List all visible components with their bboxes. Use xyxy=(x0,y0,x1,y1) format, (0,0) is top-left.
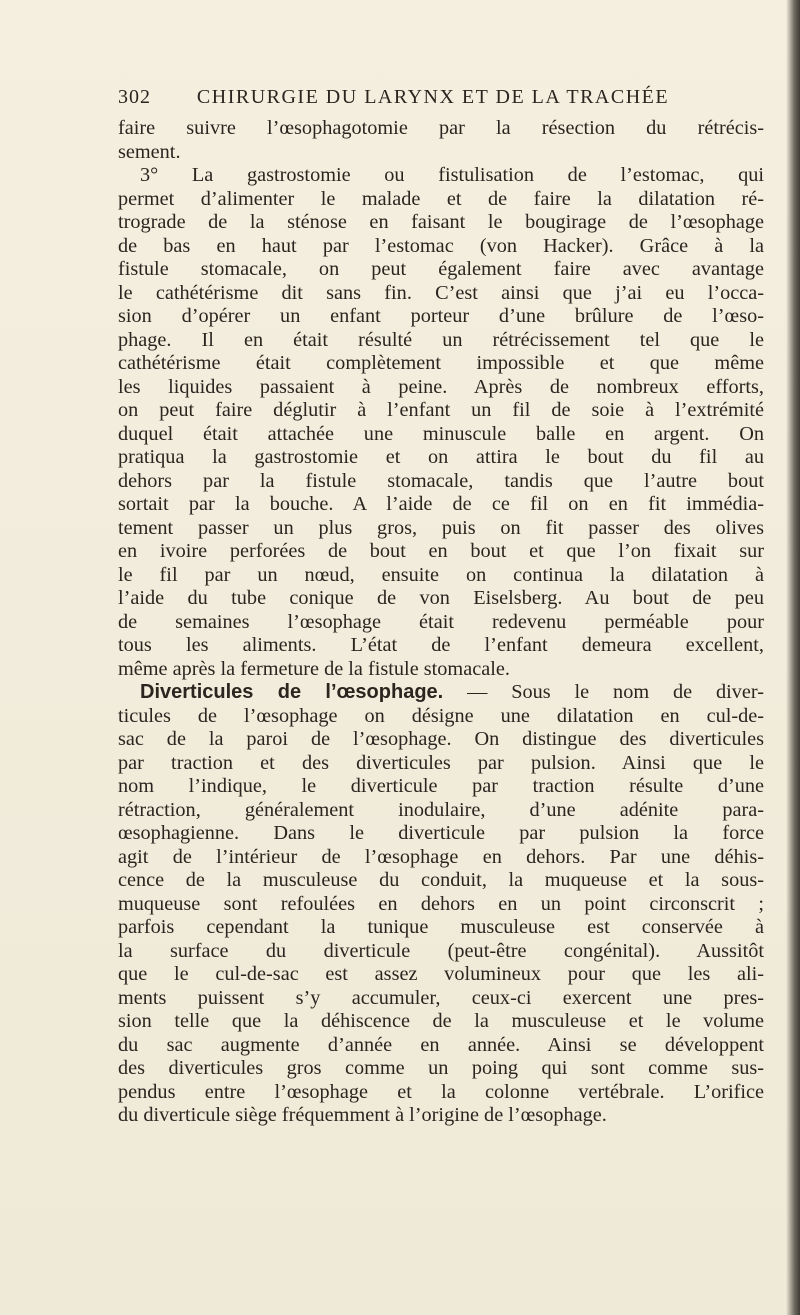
text-line: des diverticules gros comme un poing qui sont comme sus- xyxy=(118,1057,764,1079)
text-line: même après la fermeture de la fistule stomacale. xyxy=(118,657,510,680)
text-line: cence de la musculeuse du conduit, la muqueuse et la sous- xyxy=(118,869,764,891)
text-line: tement passer un plus gros, puis on fit passer des olives xyxy=(118,516,764,539)
text-line: duquel était attachée une minuscule balle en argent. On xyxy=(118,422,764,445)
text-line: du diverticule siège fréquemment à l’origine de l’œsophage. xyxy=(118,1104,607,1126)
text-line: pratiqua la gastrostomie et on attira le bout du fil au xyxy=(118,446,764,468)
text-line: sortait par la bouche. A l’aide de ce fil on en fit immédia- xyxy=(118,493,764,515)
text-line: rétraction, généralement inodulaire, d’une adénite para- xyxy=(118,798,764,821)
text-line: trograde de la sténose en faisant le bougirage de l’œsophage xyxy=(118,211,764,233)
text-line: sement. xyxy=(118,140,181,163)
chapter-title: CHIRURGIE DU LARYNX ET DE LA TRACHÉE xyxy=(196,86,670,108)
text-line: sion telle que la déhiscence de la musculeuse et le volume xyxy=(118,1010,764,1032)
section-heading-rest: — Sous le nom de diver- xyxy=(443,681,764,703)
text-line: de semaines l’œsophage était redevenu perméable pour xyxy=(118,610,764,633)
text-line: faire suivre l’œsophagotomie par la résection du rétrécis- xyxy=(118,117,764,139)
body-text xyxy=(118,117,764,1128)
text-line: phage. Il en était résulté un rétrécissement tel que le xyxy=(118,328,764,351)
text-line: sac de la paroi de l’œsophage. On distingue des diverticules xyxy=(118,728,764,750)
text-line: on peut faire déglutir à l’enfant un fil de soie à l’extrémité xyxy=(118,399,764,421)
running-head xyxy=(118,86,678,112)
text-line: que le cul-de-sac est assez volumineux pour que les ali- xyxy=(118,963,764,985)
page-number: 302 xyxy=(118,86,151,108)
text-line: l’aide du tube conique de von Eiselsberg. Au bout de peu xyxy=(118,587,764,609)
text-line: en ivoire perforées de bout en bout et que l’on fixait sur xyxy=(118,540,764,562)
text-line: par traction et des diverticules par pulsion. Ainsi que le xyxy=(118,751,764,774)
text-line: permet d’alimenter le malade et de faire la dilatation ré- xyxy=(118,187,764,210)
text-line: du sac augmente d’année en année. Ainsi se développent xyxy=(118,1033,764,1056)
section-heading: Diverticules de l’œsophage. xyxy=(140,681,444,703)
text-line: les liquides passaient à peine. Après de nombreux efforts, xyxy=(118,375,764,398)
text-line: œsophagienne. Dans le diverticule par pulsion la force xyxy=(118,822,764,844)
text-line: de bas en haut par l’estomac (von Hacker). Grâce à la xyxy=(118,234,764,257)
text-line: sion d’opérer un enfant porteur d’une brûlure de l’œso- xyxy=(118,305,764,327)
page-edge-shadow xyxy=(786,0,800,1315)
text-line xyxy=(118,164,764,188)
text-line: nom l’indique, le diverticule par traction résulte d’une xyxy=(118,775,764,797)
text-line: le fil par un nœud, ensuite on continua la dilatation à xyxy=(118,563,764,586)
section-heading-line xyxy=(118,681,764,705)
text-line: fistule stomacale, on peut également faire avec avantage xyxy=(118,258,764,280)
text-line: ments puissent s’y accumuler, ceux-ci exercent une pres- xyxy=(118,986,764,1009)
text-line: cathétérisme était complètement impossible et que même xyxy=(118,352,764,374)
text-line: agit de l’intérieur de l’œsophage en dehors. Par une déhis- xyxy=(118,845,764,868)
paragraph-text: 3° La gastrostomie ou fistulisation de l’estomac, qui xyxy=(140,164,764,186)
text-line: parfois cependant la tunique musculeuse est conservée à xyxy=(118,916,764,938)
text-line: le cathétérisme dit sans fin. C’est ainsi que j’ai eu l’occa- xyxy=(118,281,764,304)
text-line: dehors par la fistule stomacale, tandis que l’autre bout xyxy=(118,469,764,492)
text-line: la surface du diverticule (peut-être congénital). Aussitôt xyxy=(118,939,764,962)
text-line: tous les aliments. L’état de l’enfant demeura excellent, xyxy=(118,634,764,656)
text-line: muqueuse sont refoulées en dehors en un point circonscrit ; xyxy=(118,892,764,915)
text-line: ticules de l’œsophage on désigne une dilatation en cul-de- xyxy=(118,704,764,727)
text-line: pendus entre l’œsophage et la colonne vertébrale. L’orifice xyxy=(118,1080,764,1103)
